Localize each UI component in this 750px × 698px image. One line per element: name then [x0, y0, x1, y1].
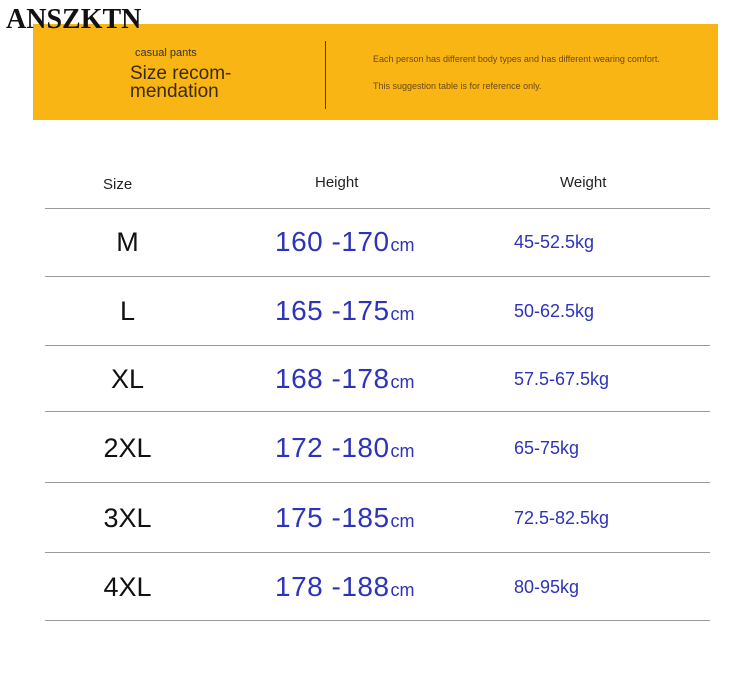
table-row	[45, 484, 710, 552]
size-cell: 3XL	[103, 502, 152, 533]
table-row	[45, 345, 710, 413]
banner-note-reference: This suggestion table is for reference only.	[373, 81, 542, 91]
brand-logo: ANSZKTN	[6, 4, 142, 35]
table-row	[45, 553, 710, 621]
height-range: 175 -185	[275, 502, 390, 533]
table-divider	[45, 620, 710, 621]
height-cell	[275, 277, 415, 345]
height-unit: cm	[390, 579, 415, 600]
height-unit: cm	[390, 371, 415, 392]
weight-cell: 50-62.5kg	[514, 300, 595, 321]
weight-cell: 45-52.5kg	[514, 231, 595, 252]
table-divider	[45, 411, 710, 412]
weight-cell: 65-75kg	[514, 437, 580, 458]
height-cell	[275, 484, 415, 552]
height-unit: cm	[390, 303, 415, 324]
header-height: Height	[315, 174, 359, 191]
size-cell: 2XL	[103, 432, 152, 463]
banner-note-comfort: Each person has different body types and has different wearing comfort.	[373, 54, 660, 64]
table-row	[45, 414, 710, 482]
height-cell	[275, 414, 415, 482]
size-cell: 4XL	[103, 571, 152, 602]
banner-kicker: casual pants	[135, 47, 197, 59]
height-unit: cm	[390, 234, 415, 255]
height-cell	[275, 345, 415, 413]
height-unit: cm	[390, 510, 415, 531]
height-range: 172 -180	[275, 432, 390, 463]
banner-title: Size recom-mendation	[130, 63, 232, 102]
size-cell: M	[116, 226, 139, 257]
height-cell	[275, 208, 415, 276]
banner-divider	[325, 41, 326, 109]
weight-cell: 57.5-67.5kg	[514, 368, 610, 389]
height-unit: cm	[390, 440, 415, 461]
header-weight: Weight	[560, 174, 607, 191]
height-cell	[275, 553, 415, 621]
weight-cell: 80-95kg	[514, 576, 580, 597]
height-range: 168 -178	[275, 363, 390, 394]
table-row	[45, 208, 710, 276]
height-range: 160 -170	[275, 226, 390, 257]
header-size: Size	[103, 176, 133, 193]
table-divider	[45, 482, 710, 483]
weight-cell: 72.5-82.5kg	[514, 507, 610, 528]
height-range: 178 -188	[275, 571, 390, 602]
size-cell: XL	[110, 363, 145, 394]
table-row	[45, 277, 710, 345]
height-range: 165 -175	[275, 295, 390, 326]
size-cell: L	[119, 295, 136, 326]
banner	[33, 24, 718, 120]
